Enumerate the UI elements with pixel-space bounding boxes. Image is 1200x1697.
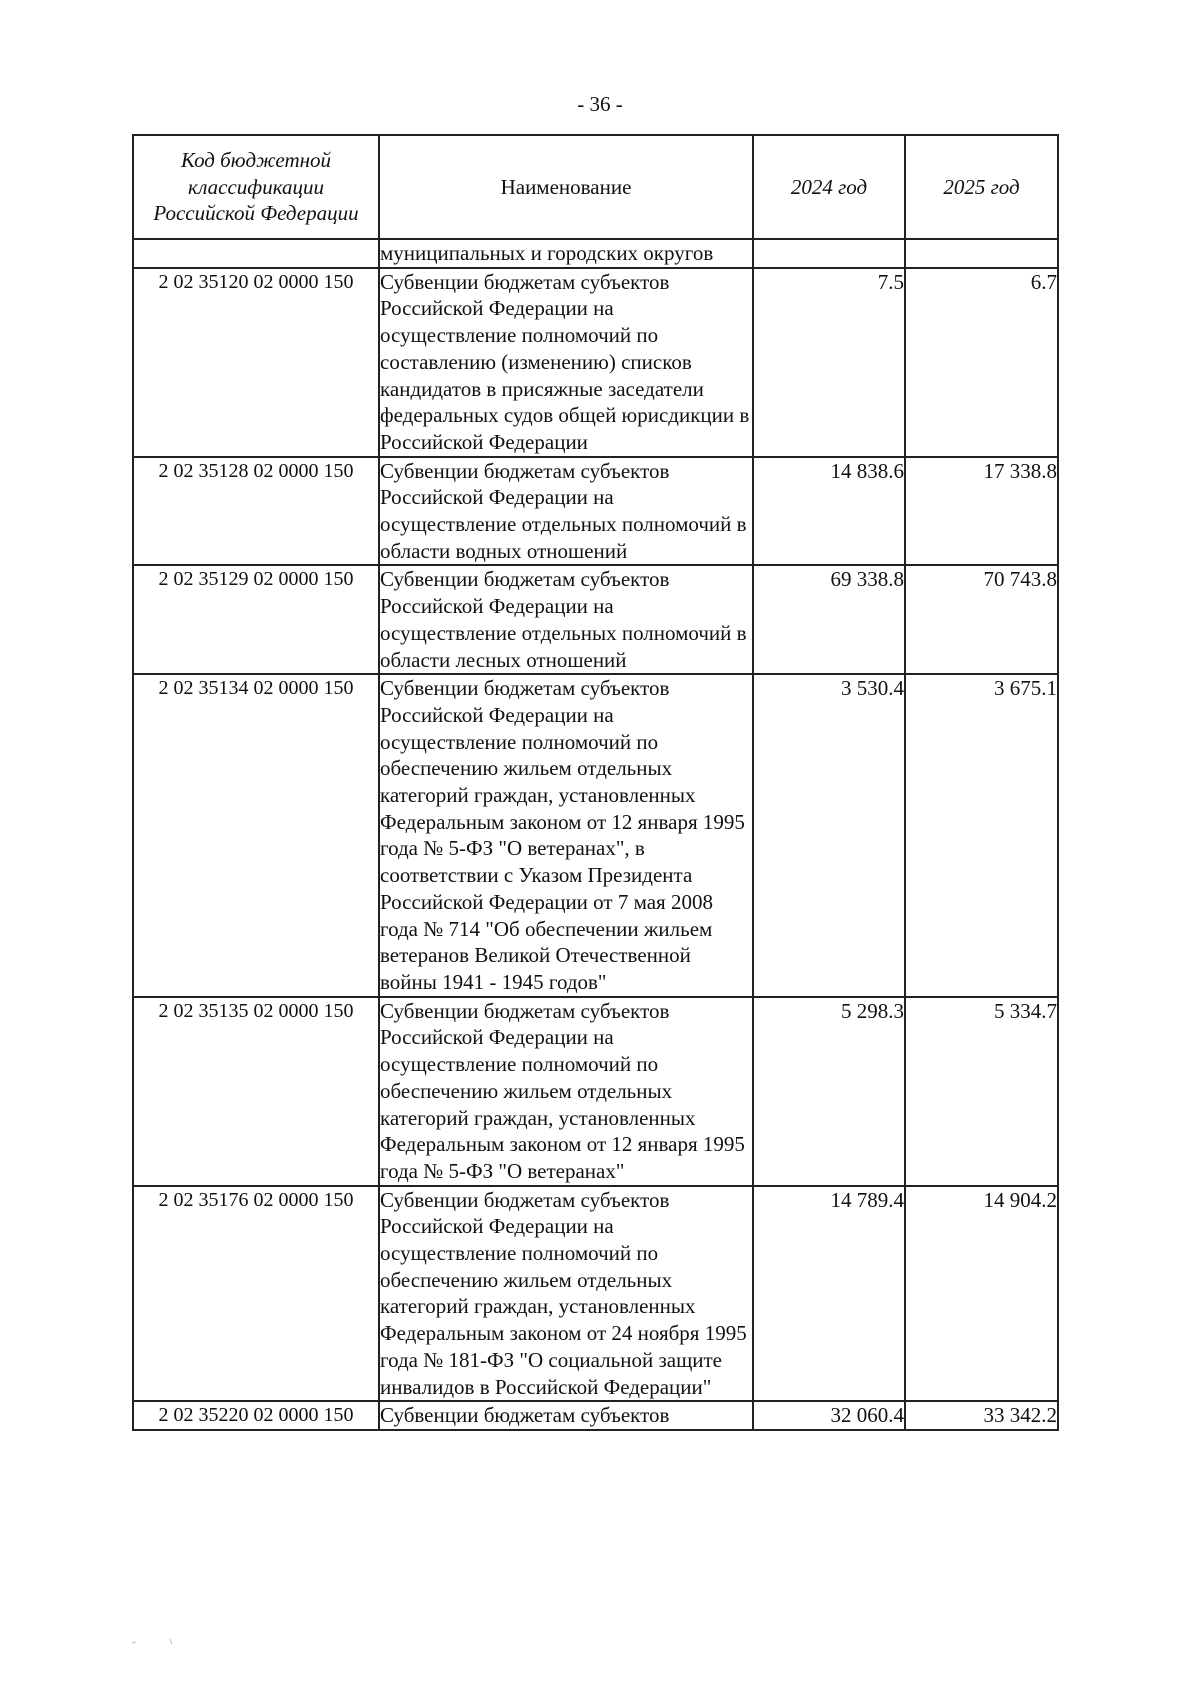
- row-name: Субвенции бюджетам субъектов Российской Федерации на осуществление отдельных полномочий в области водных отношений: [379, 457, 753, 566]
- header-2024: 2024 год: [753, 135, 905, 239]
- row-value-2024: 14 838.6: [753, 457, 905, 566]
- table-row: [133, 565, 1058, 674]
- row-name: Субвенции бюджетам субъектов Российской Федерации на осуществление полномочий по обеспечению жильем отдельных категорий граждан, установленных Федеральным законом от 12 января 1995 года № 5-ФЗ "О ветеранах", в соответствии с Указом Президента Российской Федерации от 7 мая 2008 года № 714 "Об обеспечении жильем ветеранов Великой Отечественной войны 1941 - 1945 годов": [379, 674, 753, 996]
- row-name: Субвенции бюджетам субъектов: [379, 1401, 753, 1430]
- table-row: [133, 268, 1058, 457]
- row-value-2025: [905, 239, 1058, 268]
- row-value-2025: 70 743.8: [905, 565, 1058, 674]
- row-code: 2 02 35176 02 0000 150: [133, 1186, 379, 1402]
- table-row: [133, 674, 1058, 996]
- row-value-2025: 3 675.1: [905, 674, 1058, 996]
- row-code: 2 02 35220 02 0000 150: [133, 1401, 379, 1430]
- table-row: [133, 997, 1058, 1186]
- row-code: 2 02 35128 02 0000 150: [133, 457, 379, 566]
- row-value-2024: 32 060.4: [753, 1401, 905, 1430]
- row-value-2024: 69 338.8: [753, 565, 905, 674]
- table-row: [133, 457, 1058, 566]
- row-code: 2 02 35120 02 0000 150: [133, 268, 379, 457]
- scan-mark: [130, 1636, 200, 1646]
- row-name: муниципальных и городских округов: [379, 239, 753, 268]
- row-value-2024: 7.5: [753, 268, 905, 457]
- row-value-2025: 17 338.8: [905, 457, 1058, 566]
- table-row: [133, 239, 1058, 268]
- row-code: [133, 239, 379, 268]
- row-name: Субвенции бюджетам субъектов Российской Федерации на осуществление полномочий по составлению (изменению) списков кандидатов в присяжные заседатели федеральных судов общей юрисдикции в Российской Федерации: [379, 268, 753, 457]
- row-value-2025: 6.7: [905, 268, 1058, 457]
- row-value-2024: 14 789.4: [753, 1186, 905, 1402]
- header-2025: 2025 год: [905, 135, 1058, 239]
- header-code: Код бюджетной классификации Российской Федерации: [133, 135, 379, 239]
- row-value-2024: [753, 239, 905, 268]
- table-row: [133, 1186, 1058, 1402]
- budget-table: [132, 134, 1059, 1431]
- row-value-2025: 33 342.2: [905, 1401, 1058, 1430]
- row-name: Субвенции бюджетам субъектов Российской Федерации на осуществление отдельных полномочий в области лесных отношений: [379, 565, 753, 674]
- table-header-row: [133, 135, 1058, 239]
- row-value-2024: 5 298.3: [753, 997, 905, 1186]
- page-number: - 36 -: [577, 92, 623, 116]
- row-code: 2 02 35135 02 0000 150: [133, 997, 379, 1186]
- header-name: Наименование: [379, 135, 753, 239]
- row-value-2025: 14 904.2: [905, 1186, 1058, 1402]
- table-row: [133, 1401, 1058, 1430]
- row-value-2025: 5 334.7: [905, 997, 1058, 1186]
- row-code: 2 02 35134 02 0000 150: [133, 674, 379, 996]
- row-name: Субвенции бюджетам субъектов Российской Федерации на осуществление полномочий по обеспечению жильем отдельных категорий граждан, установленных Федеральным законом от 24 ноября 1995 года № 181-ФЗ "О социальной защите инвалидов в Российской Федерации": [379, 1186, 753, 1402]
- row-name: Субвенции бюджетам субъектов Российской Федерации на осуществление полномочий по обеспечению жильем отдельных категорий граждан, установленных Федеральным законом от 12 января 1995 года № 5-ФЗ "О ветеранах": [379, 997, 753, 1186]
- row-code: 2 02 35129 02 0000 150: [133, 565, 379, 674]
- row-value-2024: 3 530.4: [753, 674, 905, 996]
